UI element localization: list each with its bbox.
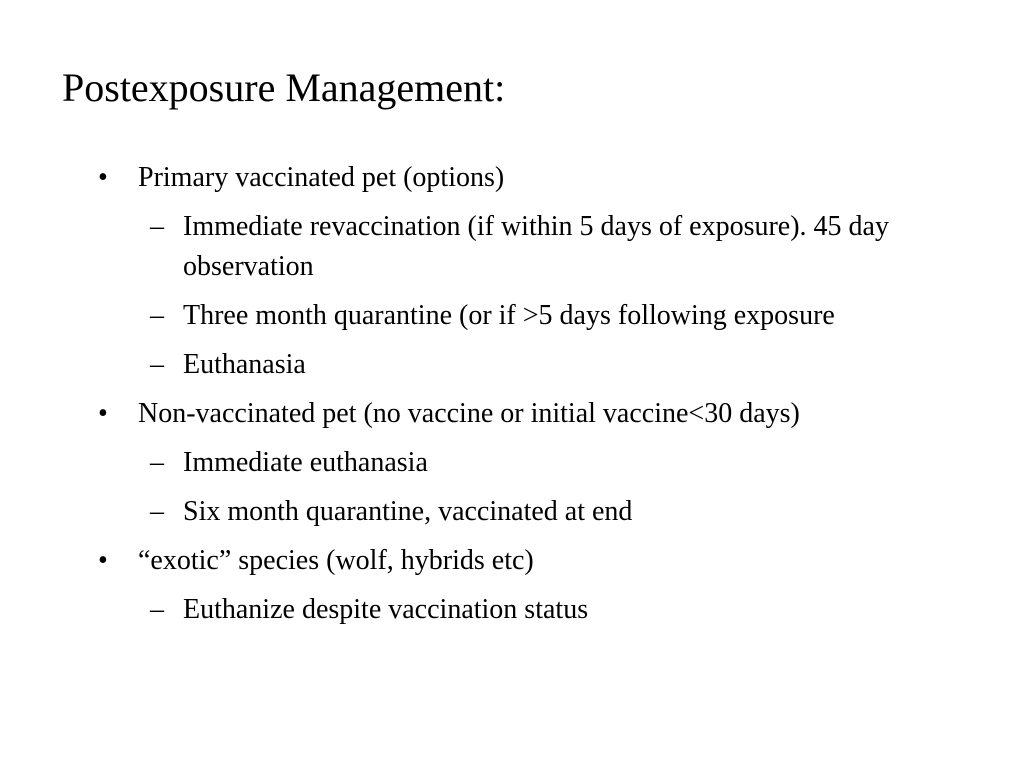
sub-bullet-text: Six month quarantine, vaccinated at end xyxy=(183,496,633,527)
sub-bullet-item xyxy=(0,207,1024,287)
sub-bullet-item xyxy=(0,492,1024,532)
bullet-list xyxy=(0,158,1024,630)
bullet-text: Non-vaccinated pet (no vaccine or initial vaccine<30 days) xyxy=(138,398,800,429)
dash-icon: – xyxy=(150,496,164,527)
bullet-text: “exotic” species (wolf, hybrids etc) xyxy=(138,545,534,576)
sub-bullet-text: Immediate revaccination (if within 5 days of exposure). 45 day observation xyxy=(183,211,889,282)
sub-bullet-text: Three month quarantine (or if >5 days following exposure xyxy=(183,300,835,331)
bullet-item xyxy=(0,541,1024,581)
dash-icon: – xyxy=(150,447,164,478)
bullet-icon: • xyxy=(98,398,108,429)
bullet-icon: • xyxy=(98,162,108,193)
sub-bullet-item xyxy=(0,590,1024,630)
dash-icon: – xyxy=(150,300,164,331)
bullet-icon: • xyxy=(98,545,108,576)
sub-bullet-text: Immediate euthanasia xyxy=(183,447,428,478)
sub-bullet-item xyxy=(0,345,1024,385)
bullet-item xyxy=(0,394,1024,434)
slide-title: Postexposure Management: xyxy=(62,65,506,110)
bullet-item xyxy=(0,158,1024,198)
dash-icon: – xyxy=(150,211,164,242)
sub-bullet-item xyxy=(0,443,1024,483)
sub-bullet-text: Euthanasia xyxy=(183,349,306,380)
bullet-text: Primary vaccinated pet (options) xyxy=(138,162,505,193)
sub-bullet-text: Euthanize despite vaccination status xyxy=(183,594,589,625)
dash-icon: – xyxy=(150,594,164,625)
dash-icon: – xyxy=(150,349,164,380)
sub-bullet-item xyxy=(0,296,1024,336)
